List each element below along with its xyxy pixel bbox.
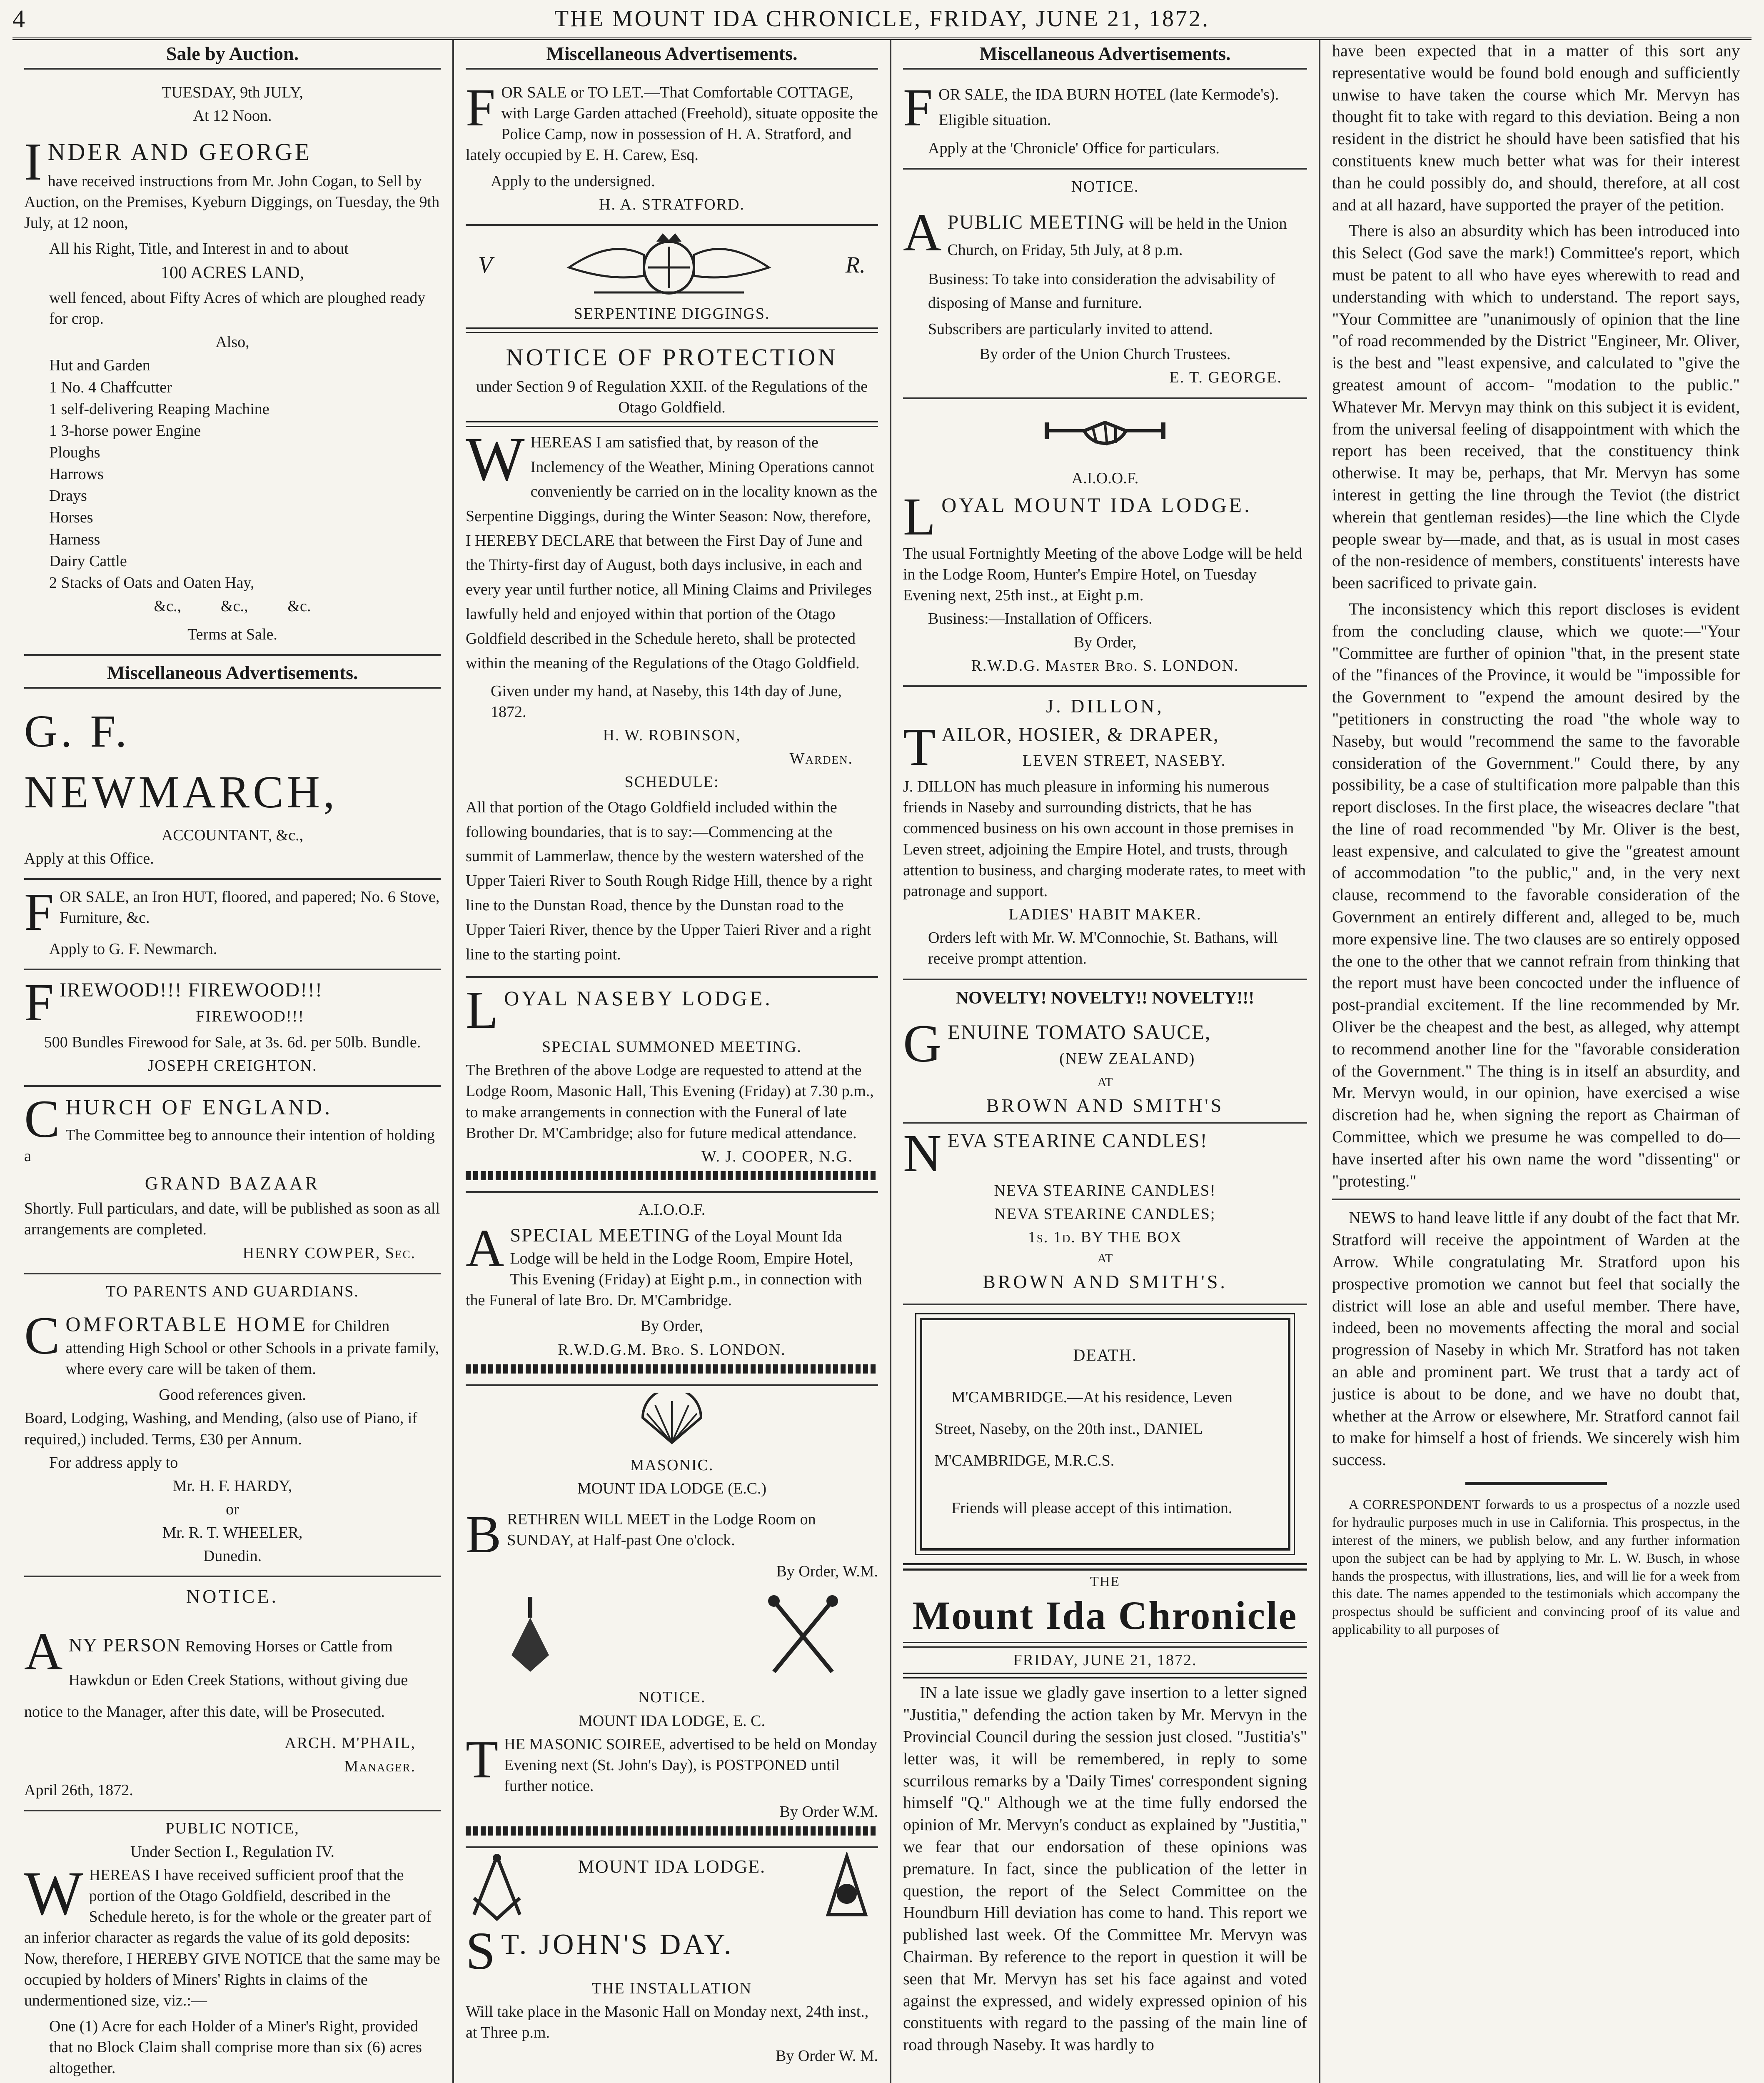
home-head: OMFORTABLE HOME [65, 1312, 308, 1336]
church-bazaar: GRAND BAZAAR [145, 1173, 320, 1194]
sauce-head: ENUINE TOMATO SAUCE, [947, 1020, 1211, 1044]
drop-cap: C [24, 1306, 60, 1365]
horses-date: April 26th, 1872. [24, 1781, 133, 1799]
auction-etc: &c., &c., &c. [154, 597, 311, 615]
home-name1: Mr. H. F. HARDY, [172, 1477, 292, 1495]
list-item: Horses [49, 509, 93, 527]
editorial-article [903, 1682, 1307, 2056]
horses-ad [24, 1577, 441, 1811]
list-item: Drays [49, 487, 87, 505]
death-notice [920, 1318, 1290, 1551]
stratford-article [1332, 1207, 1740, 1471]
drop-cap: A [24, 1622, 63, 1681]
whereas-given: Given under my hand, at Naseby, this 14th day of June, 1872. [491, 682, 842, 721]
stjohn-lodge: MOUNT IDA LODGE. [578, 1856, 766, 1877]
meeting-by: By order of the Union Church Trustees. [979, 345, 1231, 363]
crest-v: V [478, 252, 493, 278]
drop-cap: N [903, 1124, 942, 1183]
list-item: Dairy Cattle [49, 552, 127, 570]
candles-repeat2: NEVA STEARINE CANDLES; [994, 1205, 1216, 1223]
hotel-ad [903, 75, 1307, 170]
section-rule [1465, 1482, 1607, 1485]
auction-acres: 100 ACRES LAND, [160, 263, 304, 283]
ornamental-rule [466, 1364, 878, 1374]
dillon-ladies: LADIES' HABIT MAKER. [1008, 906, 1202, 924]
masonic-sub: MOUNT IDA LODGE (E.C.) [577, 1479, 767, 1497]
candles-repeat: NEVA STEARINE CANDLES! [994, 1181, 1216, 1199]
firewood-head: IREWOOD!!! FIREWOOD!!! [60, 979, 323, 1002]
aioof-head: A.I.O.O.F. [1071, 469, 1139, 487]
drop-cap: G [903, 1014, 942, 1074]
lodge-head: OYAL NASEBY LODGE. [504, 986, 773, 1010]
church-head: HURCH OF ENGLAND. [65, 1096, 333, 1120]
auction-fenced: well fenced, about Fifty Acres of which are ploughed ready for crop. [49, 289, 426, 328]
list-item: 1 self-delivering Reaping Machine [49, 400, 269, 418]
newmarch-title: ACCOUNTANT, &c., [161, 826, 304, 844]
parents-ad [24, 1274, 441, 1578]
drop-cap: C [24, 1089, 60, 1149]
special-head: SPECIAL MEETING [510, 1224, 691, 1246]
public-given [24, 2081, 441, 2083]
meeting-head: PUBLIC MEETING [947, 211, 1125, 233]
cottage-text: OR SALE or TO LET.—That Comfortable COTTAGE, with Large Garden attached (Freehold), situate opposite the Police Camp, now in possession of H. A. Stratford, and lately occupied by E. H. Carew, Esq. [466, 84, 878, 164]
st-johns-header [466, 1852, 878, 1923]
meeting-business: Business: To take into consideration the advisability of disposing of Manse and furniture. [928, 270, 1275, 312]
auction-firm: NDER AND GEORGE [47, 138, 312, 166]
novelty-head: NOVELTY! NOVELTY!! NOVELTY!!! [956, 988, 1255, 1008]
home-refs: Good references given. [159, 1386, 306, 1404]
auction-right: All his Right, Title, and Interest in and to about [49, 240, 349, 258]
ornamental-rule [466, 1826, 878, 1836]
brethren-text: RETHREN WILL MEET in the Lodge Room on SUNDAY, at Half-past One o'clock. [507, 1511, 816, 1549]
loyal-text: The usual Fortnightly Meeting of the above Lodge will be held in the Lodge Room, Hunter's Empire Hotel, on Tuesday Evening next, 25th inst., at Eight p.m. [903, 545, 1302, 604]
home-address: For address apply to [49, 1454, 178, 1471]
loyal-business: Business:—Installation of Officers. [928, 610, 1153, 628]
misc-heading: Miscellaneous Advertisements. [24, 659, 441, 689]
sale-heading: Sale by Auction. [24, 40, 441, 70]
article-paragraph: have been expected that in a matter of this sort any representative would be found bold enough and sufficiently unwise to have taken the course which Mr. Mervyn has thought fit to take with regard to this deviation. Being a non resident in the district he should have been satisfied that his constituents knew much better what was for their interest than he could possibly do, and should, therefore, at all cost and at all hazard, have supported the prayer of the petition. [1332, 41, 1740, 214]
dillon-name: J. DILLON, [1046, 695, 1164, 717]
lodge-sig: W. J. COOPER, N.G. [701, 1147, 853, 1165]
notice-head: NOTICE. [186, 1586, 279, 1607]
article-paragraph: A CORRESPONDENT forwards to us a prospectus of a nozzle used for hydraulic purposes much in use in California. This prospectus, in the interest of the miners, we publish below, and any further information upon the subject can be had by applying to Mr. L. W. Busch, in whose hands the prospectus, with illustrations, lies, and will lie for a week from this date. The names appended to the testimonials which accompany the prospectus should be sufficient and convincing proof of its value and applicability to all purposes of [1332, 1497, 1740, 1638]
schedule-text: All that portion of the Otago Goldfield included within the following boundaries, that is to say:—Commencing at the summit of Lammerlaw, thence by the western watershed of the Upper Taieri River to South Rough Ridge Hill, thence by a right line to the Dunstan Road, thence by the Dunstan road to the Upper Taieri River, thence by the Upper Taieri River and a right line to the starting point. [466, 798, 873, 963]
candles-head: EVA STEARINE CANDLES! [947, 1130, 1208, 1152]
church-text2: Shortly. Full particulars, and date, will be published as soon as all arrangements are completed. [24, 1200, 440, 1239]
protection-sub: under Section 9 of Regulation XXII. of the Regulations of the Otago Goldfield. [476, 377, 868, 416]
horses-role: Manager. [344, 1758, 416, 1776]
special-meeting-ad [466, 1193, 878, 1386]
list-item: 1 No. 4 Chaffcutter [49, 378, 172, 396]
special-sig: R.W.D.G.M. Bro. S. LONDON. [558, 1341, 786, 1359]
newmarch-name: G. F. NEWMARCH, [24, 706, 338, 817]
lodge-sub: SPECIAL SUMMONED MEETING. [542, 1038, 802, 1056]
candles-shop: BROWN AND SMITH'S. [983, 1271, 1228, 1292]
ornamental-rule [466, 1171, 878, 1180]
drop-cap: L [903, 487, 936, 546]
brethren-by: By Order, W.M. [776, 1563, 878, 1581]
death-text: M'CAMBRIDGE.—At his residence, Leven Street, Naseby, on the 20th inst., DANIEL M'CAMBRIDGE, M.R.C.S. [935, 1389, 1233, 1470]
drop-cap: T [903, 717, 936, 777]
paper-name: Mount Ida Chronicle [912, 1593, 1298, 1638]
sauce-shop: BROWN AND SMITH'S [986, 1094, 1224, 1116]
special-by: By Order, [640, 1317, 704, 1335]
horses-text: Removing Horses or Cattle from Hawkdun or Eden Creek Stations, without giving due notice to the Manager, after this date, will be Prosecuted. [24, 1638, 408, 1721]
stjohn-head: T. JOHN'S DAY. [501, 1928, 734, 1961]
serpentine-ad [466, 226, 878, 978]
list-item: Ploughs [49, 444, 100, 462]
column-3 [891, 40, 1320, 2083]
drop-cap: L [466, 980, 499, 1039]
column-1 [12, 40, 454, 2083]
notice-sub: MOUNT IDA LODGE, E. C. [579, 1712, 765, 1730]
horses-head: NY PERSON [68, 1634, 182, 1656]
paper-the: THE [1090, 1574, 1120, 1590]
drop-cap: W [466, 424, 525, 494]
drop-cap: A [466, 1219, 504, 1278]
editorial-article-continued [1332, 40, 1740, 1192]
drop-cap: S [466, 1921, 496, 1981]
loyal-sig: R.W.D.G. Master Bro. S. LONDON. [971, 657, 1239, 674]
drop-cap: F [24, 973, 54, 1032]
auction-ad [24, 75, 441, 656]
square-compass-icon [466, 1852, 528, 1923]
handshake-icon [903, 406, 1307, 465]
meeting-subs: Subscribers are particularly invited to attend. [928, 320, 1213, 338]
notice-head: NOTICE. [638, 1688, 706, 1706]
list-item: Hut and Garden [49, 357, 150, 375]
drop-cap: T [466, 1729, 499, 1789]
parents-head: TO PARENTS AND GUARDIANS. [106, 1282, 359, 1300]
paper-date: FRIDAY, JUNE 21, 1872. [1013, 1651, 1197, 1669]
drop-cap: F [466, 78, 496, 137]
auction-date: TUESDAY, 9th JULY, [162, 84, 303, 101]
auction-terms: Terms at Sale. [187, 626, 277, 644]
church-ad [24, 1087, 441, 1274]
meeting-sig: E. T. GEORGE. [1169, 369, 1282, 387]
install-head: THE INSTALLATION [591, 1979, 752, 1997]
mount-ida-lodge-ad [903, 399, 1307, 687]
public-one: One (1) Acre for each Holder of a Miner's Right, provided that no Block Claim shall comprise more than six (6) acres altogether. [49, 2018, 422, 2077]
public-head: PUBLIC NOTICE, [165, 1819, 299, 1837]
cottage-apply: Apply to the undersigned. [491, 172, 655, 190]
auction-time: At 12 Noon. [193, 107, 272, 125]
drop-cap: I [24, 132, 42, 192]
home-text: for Children attending High School or other Schools in a private family, where every care will be taken of them. [65, 1317, 439, 1378]
masonic-emblem-icon [816, 1852, 878, 1923]
correspondent-article [1332, 1496, 1740, 1639]
serpentine-head: SERPENTINE DIGGINGS. [574, 305, 770, 322]
home-name2: Mr. R. T. WHEELER, [162, 1524, 303, 1542]
royal-crest [466, 230, 878, 301]
trowel-icon [503, 1593, 557, 1676]
article-paragraph: IN a late issue we gladly gave insertion to a letter signed "Justitia," defending the action taken by Mr. Mervyn in the Provincial Council during the session just closed. "Justitia's" letter was, it will be remembered, in reply to some scurrilous remarks by a 'Daily Times' correspondent signing himself "Q." Although we at the time fully endorsed the opinion of Mr. Mervyn's conduct as explained by "Justitia," we fear that our endorsation of these opinions was premature. In fact, since the publication of the letter in question, the report of the Select Committee on the Houndburn Hill deviation has come to hand. This report we published last week. Of the Committee Mr. Mervyn was Chairman. By reference to the report in question it will be seen that Mr. Mervyn has set his face against and voted against the expressed, and widely expressed opinion of his constituents with regard to the passing of the main line of road through Naseby. It was hardly to [903, 1683, 1307, 2054]
column-4 [1320, 40, 1752, 2083]
dillon-street: LEVEN STREET, NASEBY. [1023, 752, 1226, 770]
public-meeting-ad [903, 170, 1307, 399]
firewood-text: 500 Bundles Firewood for Sale, at 3s. 6d. per 50lb. Bundle. [44, 1033, 421, 1051]
columns [12, 40, 1752, 2083]
drop-cap: F [903, 78, 933, 137]
sauce-sub: (NEW ZEALAND) [1059, 1050, 1195, 1068]
protection-head: NOTICE OF PROTECTION [506, 344, 838, 371]
notice-head: NOTICE. [1071, 177, 1139, 195]
hut-text: OR SALE, an Iron HUT, floored, and papered; No. 6 Stove, Furniture, &c. [60, 888, 440, 927]
newmarch-apply: Apply at this Office. [24, 849, 154, 867]
hotel-text: OR SALE, the IDA BURN HOTEL (late Kermode's). Eligible situation. [938, 86, 1279, 129]
home-terms: Board, Lodging, Washing, and Mending, (also use of Piano, if required,) included. Terms, £30 per Annum. [24, 1409, 418, 1448]
install-by: By Order W. M. [776, 2047, 878, 2065]
public-text: HEREAS I have received sufficient proof that the portion of the Otago Goldfield, described in the Schedule hereto, is for the whole or the greater part of an inferior character as regards the value of its gold deposits: Now, therefore, I HEREBY GIVE NOTICE that the same may be occupied by holders of Miners' Rights in claims of the undermentioned size, viz.:— [24, 1866, 440, 2009]
misc-heading: Miscellaneous Advertisements. [466, 40, 878, 70]
hut-ad [24, 880, 441, 970]
cottage-sig: H. A. STRATFORD. [599, 195, 745, 213]
article-paragraph: There is also an absurdity which has been introduced into this Select (God save the mark!) Committee's report, which must be patent to all who have eyes wherewith to read and understanding with which to understand. The report says, "Your Committee are "unanimously of opinion that the line "of road recommended by the District "Engineer, Mr. Oliver, is the best and "least expensive, and calculated to "give the greatest amount of accom- "modation to the public." Whatever Mr. Mervyn may think on this subject it is evident, from the universal feeling of disappointment with which the report has been received, that the constituency think otherwise. It may be, perhaps, that Mr. Mervyn has some interest in getting the line through the Teviot (the district wherein that gentleman resides)—the line which the Clyde people swear by—made, and that, as is usual in most cases of the non-residence of members, constituents' interests have been sacrificed to private gain. [1332, 221, 1740, 592]
firewood-sub: FIREWOOD!!! [196, 1007, 304, 1025]
masthead [12, 0, 1752, 40]
hotel-apply: Apply at the 'Chronicle' Office for particulars. [928, 139, 1220, 157]
naseby-lodge-ad [466, 978, 878, 1193]
article-paragraph: NEWS to hand leave little if any doubt of the fact that Mr. Stratford will receive the appointment of Warden at the Arrow. While congratulating Mr. Stratford upon his prospective promotion we cannot but feel that socially the district will lose an able and useful member. There have, indeed, been no movements affecting the moral and social progression of Naseby in which Mr. Stratford has not taken an able and prominent part. We trust that a tardy act of justice is about to be done, and we have no doubt that, whether at the Arrow or elsewhere, Mr. Stratford cannot fail to make for himself a host of friends. We sincerely wish him success. [1332, 1208, 1740, 1469]
horses-sig: ARCH. M'PHAIL, [284, 1734, 416, 1752]
public-notice-ad [24, 1811, 441, 2083]
install-text: Will take place in the Masonic Hall on Monday next, 24th inst., at Three p.m. [466, 2003, 869, 2041]
drop-cap: W [24, 1858, 83, 1928]
firewood-sig: JOSEPH CREIGHTON. [147, 1057, 317, 1075]
dillon-ad [903, 687, 1307, 980]
list-item: Harrows [49, 465, 104, 483]
whereas-role: Warden. [789, 750, 853, 768]
newmarch-ad [24, 694, 441, 880]
soiree-by: By Order W.M. [779, 1803, 878, 1821]
whereas-text: HEREAS I am satisfied that, by reason of the Inclemency of the Weather, Mining Operations cannot conveniently be carried on in the locality known as the Serpentine Diggings, during the Winter Season: Now, therefore, I HEREBY DECLARE that between the First Day of June and the Thirty-first day of August, both days inclusive, in each and every year until further notice, all Mining Claims and Privileges lawfully held and enjoyed within that portion of the Otago Goldfield described in the Schedule hereto, shall be protected within the meaning of the Regulations of the Otago Goldfield. [466, 433, 878, 672]
auction-items [24, 355, 441, 593]
candles-price: 1s. 1d. BY THE BOX [1028, 1228, 1183, 1246]
list-item: Harness [49, 530, 100, 548]
church-text: The Committee beg to announce their intention of holding a [24, 1126, 435, 1165]
drop-cap: A [903, 202, 942, 262]
brown-smith-ad [903, 980, 1307, 1306]
masonic-head: MASONIC. [630, 1456, 714, 1474]
home-city: Dunedin. [203, 1547, 262, 1565]
crossed-tools-icon [766, 1593, 841, 1676]
article-paragraph: The inconsistency which this report discloses is evident from the concluding clause, which we quote:—"Your "Committee are further of opinion "that, in the present state of the "finances of the Province, it would be "impossible for the Government to "expend the amount desired by the "petitioners in constructing the road "the whole way to Naseby, but would "recommend the same to the favorable consideration of the Government." Could there, by any possibility, be a case of stultification more palpable than this report discloses. In the first place, the wiseacres declare "that the line of road recommended "by Mr. Oliver is the best, least expensive, and calculated to give the "greatest amount of accommodation "to the public," and, in the very next clause, recommend to the favorable consideration of the Government an entirely different and, alleged to be, much more expensive line. The two clauses are so entirely opposed the one to the other that we cannot refrain from thinking that the report must have been concocted under the influence of post-prandial excitement. If the line recommended by Mr. Oliver be the cheapest and the best, as alleged, why attempt to recommend another line for the "favorable consideration of the Government." The thing is in itself an absurdity, and Mr. Mervyn would, in our opinion, have exercised a wise discretion had he, when signing the report as Chairman of Committee, which we presume he was compelled to do—have inserted after his own name the word "dissenting" or "protesting." [1332, 599, 1740, 1190]
home-or: or [226, 1501, 239, 1519]
crest-r: R. [845, 252, 866, 278]
lodge-text: The Brethren of the above Lodge are requested to attend at the Lodge Room, Masonic Hall, This Evening (Friday) at 7.30 p.m., to make arrangements in connection with the Funeral of late Brother Dr. M'Cambridge; also for future medical attendance. [466, 1061, 874, 1142]
list-item: 2 Stacks of Oats and Oaten Hay, [49, 574, 254, 592]
sauce-at: AT [1097, 1075, 1113, 1089]
dillon-head: AILOR, HOSIER, & DRAPER, [941, 723, 1219, 746]
column-2 [454, 40, 891, 2083]
candles-at: AT [1097, 1251, 1113, 1266]
royal-arms-icon [544, 230, 794, 301]
church-sig: HENRY COWPER, Sec. [242, 1244, 416, 1262]
public-sub: Under Section I., Regulation IV. [130, 1843, 335, 1861]
misc-heading: Miscellaneous Advertisements. [903, 40, 1307, 70]
loyal-by: By Order, [1073, 633, 1137, 651]
death-head: DEATH. [1073, 1346, 1137, 1365]
masthead-title: THE MOUNT IDA CHRONICLE, FRIDAY, JUNE 21, 1872. [554, 6, 1210, 32]
whereas-sig: H. W. ROBINSON, [603, 727, 741, 744]
masonic-tools [466, 1584, 878, 1684]
dillon-orders: Orders left with Mr. W. M'Connochie, St. Bathans, will receive prompt attention. [928, 929, 1278, 968]
firewood-ad [24, 970, 441, 1087]
list-item: 1 3-horse power Engine [49, 422, 201, 440]
hut-apply: Apply to G. F. Newmarch. [49, 940, 217, 958]
drop-cap: B [466, 1505, 502, 1564]
auction-body: have received instructions from Mr. John Cogan, to Sell by Auction, on the Premises, Kyeburn Diggings, on Tuesday, the 9th July, at 12 noon, [24, 172, 440, 232]
death-friends: Friends will please accept of this intimation. [951, 1499, 1233, 1517]
meeting-text: will be held in the Union Church, on Friday, 5th July, at 8 p.m. [947, 215, 1287, 259]
schedule-head: SCHEDULE: [624, 773, 719, 791]
loyal-head: OYAL MOUNT IDA LODGE. [941, 493, 1252, 517]
drop-cap: F [24, 882, 54, 942]
soiree-text: HE MASONIC SOIREE, advertised to be held on Monday Evening next (St. John's Day), is POSTPONED until further notice. [504, 1735, 878, 1795]
aioof-head: A.I.O.O.F. [638, 1201, 706, 1219]
page-number: 4 [12, 5, 27, 32]
shell-emblem-icon [466, 1393, 878, 1452]
auction-also: Also, [215, 333, 250, 351]
masonic-ad [466, 1386, 878, 1848]
dillon-text: J. DILLON has much pleasure in informing his numerous friends in Naseby and surrounding districts, that he has commenced business on his own account in those premises in Leven street, adjoining the Empire Hotel, and trusts, through attention to business, and charging moderate rates, to meet with patronage and support. [903, 778, 1306, 900]
special-text: of the Loyal Mount Ida Lodge will be held in the Lodge Room, Empire Hotel, This Evening (Friday) at Eight p.m., in connection with the Funeral of late Bro. Dr. M'Cambridge. [466, 1228, 862, 1309]
st-johns-day-ad [466, 1848, 878, 2076]
cottage-ad [466, 75, 878, 226]
